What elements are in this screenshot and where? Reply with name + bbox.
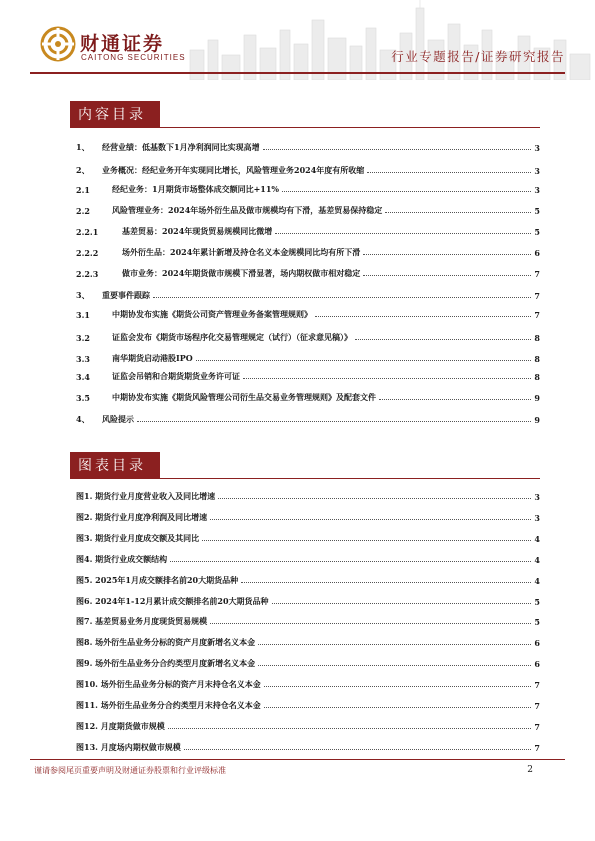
figure-entry-title: 图1. 期货行业月度营业收入及同比增速 — [76, 491, 216, 501]
figure-entry-page: 5 — [534, 617, 540, 628]
toc-entry-page: 5 — [534, 227, 540, 237]
figure-entry[interactable] — [76, 697, 540, 711]
figure-entry[interactable] — [76, 676, 540, 690]
toc-entry-title: 做市业务：2024年期货做市规模下滑显著，场内期权做市相对稳定 — [122, 268, 361, 278]
toc-entry[interactable] — [76, 139, 540, 153]
figure-entry-title: 图11. 场外衍生品业务分合约类型月末持仓名义本金 — [76, 700, 261, 710]
figure-entry-title: 图9. 场外衍生品业务分合约类型月度新增名义本金 — [76, 658, 256, 669]
toc-dot-leader — [315, 315, 531, 317]
toc-dot-leader — [258, 643, 531, 645]
toc-entry-page: 7 — [534, 291, 540, 301]
figure-entry[interactable] — [76, 718, 540, 732]
figure-entry-page: 4 — [534, 554, 540, 565]
toc-entry-title: 重要事件跟踪 — [102, 290, 150, 300]
figure-entry-page: 7 — [534, 742, 540, 753]
logo-text-en: CAITONG SECURITIES — [81, 53, 186, 62]
figure-entry-title: 图8. 场外衍生品业务分标的资产月度新增名义本金 — [76, 637, 256, 648]
toc-entry[interactable] — [76, 202, 540, 216]
toc-entry-page: 8 — [534, 333, 540, 343]
toc-entry-title: 风险管理业务：2024年场外衍生品及做市规模均有下滑，基差贸易保持稳定 — [112, 205, 383, 215]
toc-dot-leader — [243, 377, 531, 379]
toc-dot-leader — [272, 602, 532, 604]
toc-entry[interactable] — [76, 306, 540, 320]
figure-entry[interactable] — [76, 488, 540, 502]
page-number: 2 — [527, 765, 533, 775]
toc-entry-number: 3.4 — [76, 372, 90, 382]
toc-dot-leader — [210, 622, 531, 624]
figure-entry-page: 6 — [534, 659, 540, 670]
toc-entry-page: 8 — [534, 354, 540, 364]
toc-dot-leader — [153, 296, 531, 298]
logo-text-cn: 财通证券 — [80, 33, 165, 55]
figure-entry[interactable] — [76, 634, 540, 648]
toc-entry[interactable] — [76, 329, 540, 343]
figure-entry-page: 3 — [534, 492, 540, 502]
figure-entry-title: 图4. 期货行业成交额结构 — [76, 553, 168, 564]
figure-entry-page: 7 — [534, 701, 540, 711]
toc-dot-leader — [264, 706, 532, 708]
toc-entry-number: 3、 — [76, 290, 90, 300]
toc-dot-leader — [218, 497, 531, 499]
toc-entry-title: 中期协发布实施《期货公司资产管理业务备案管理规则》 — [112, 309, 312, 319]
figure-entry-page: 4 — [534, 575, 540, 586]
header-divider — [30, 72, 565, 74]
toc-entry-title: 中期协发布实施《期货风险管理公司衍生品交易业务管理规则》及配套文件 — [112, 392, 376, 402]
toc-entry-page: 7 — [534, 269, 540, 279]
toc-entry-number: 4、 — [76, 414, 90, 424]
toc-dot-leader — [258, 664, 531, 666]
toc-dot-leader — [196, 359, 532, 361]
toc-entry-number: 3.2 — [76, 333, 90, 343]
page-header — [0, 0, 595, 84]
toc-entry[interactable] — [76, 265, 540, 279]
contents-title-text: 内容目录 — [78, 107, 146, 123]
toc-entry-title: 证监会吊销和合期货期货业务许可证 — [112, 371, 240, 381]
toc-entry-number: 2.2.2 — [76, 248, 99, 258]
toc-dot-leader — [263, 148, 532, 150]
figure-entry-title: 图7. 基差贸易业务月度现货贸易规模 — [76, 616, 208, 627]
figure-entry-page: 4 — [534, 533, 540, 544]
toc-entry-number: 3.5 — [76, 393, 90, 403]
toc-entry[interactable] — [76, 411, 540, 425]
toc-dot-leader — [137, 420, 531, 422]
toc-entry-page: 3 — [534, 166, 540, 176]
toc-entry-page: 9 — [534, 415, 540, 425]
figures-title-underline — [70, 478, 540, 479]
figure-entry[interactable] — [76, 593, 540, 607]
toc-entry-title: 风险提示 — [102, 414, 134, 424]
toc-dot-leader — [202, 539, 531, 541]
figure-entry-page: 7 — [534, 721, 540, 732]
toc-dot-leader — [363, 253, 531, 255]
footer-divider — [30, 759, 565, 760]
toc-entry-title: 业务概况：经纪业务开年实现同比增长，风险管理业务2024年度有所收缩 — [102, 165, 365, 175]
toc-dot-leader — [241, 581, 531, 583]
logo-emblem-icon — [40, 26, 76, 62]
figure-entry-title: 图13. 月度场内期权做市规模 — [76, 741, 181, 752]
toc-entry-title: 基差贸易：2024年现货贸易规模同比微增 — [122, 226, 273, 236]
figure-entry[interactable] — [76, 509, 540, 523]
figure-entry-title: 图5. 2025年1月成交额排名前20大期货品种 — [76, 574, 239, 585]
toc-entry[interactable] — [76, 162, 540, 176]
figure-entry[interactable] — [76, 613, 540, 627]
toc-entry-number: 2.2.3 — [76, 269, 99, 279]
toc-entry-page: 3 — [534, 185, 540, 195]
toc-dot-leader — [184, 748, 532, 750]
toc-entry-number: 1、 — [76, 142, 90, 152]
toc-entry-number: 2.1 — [76, 185, 90, 195]
toc-entry-number: 3.3 — [76, 354, 90, 364]
figure-entry[interactable] — [76, 655, 540, 669]
toc-entry-number: 2.2.1 — [76, 227, 99, 237]
report-type-label: 行业专题报告/证券研究报告 — [391, 49, 565, 64]
toc-entry-page: 3 — [534, 143, 540, 153]
figure-entry-title: 图12. 月度期货做市规模 — [76, 720, 165, 731]
toc-entry-title: 经营业绩：低基数下1月净利润同比实现高增 — [102, 142, 260, 152]
toc-entry-page: 7 — [534, 310, 540, 320]
toc-entry-number: 3.1 — [76, 310, 90, 320]
toc-entry-title: 证监会发布《期货市场程序化交易管理规定（试行）（征求意见稿）》 — [112, 332, 352, 342]
toc-dot-leader — [355, 338, 531, 340]
toc-entry[interactable] — [76, 287, 540, 301]
toc-entry-title: 经纪业务：1月期货市场整体成交额同比+11% — [112, 184, 280, 194]
city-skyline-image — [180, 0, 595, 80]
footer-disclaimer: 谨请参阅尾页重要声明及财通证券股票和行业评级标准 — [34, 766, 226, 775]
figure-entry[interactable] — [76, 551, 540, 565]
contents-title-underline — [70, 127, 540, 128]
toc-entry[interactable] — [76, 244, 540, 258]
toc-dot-leader — [367, 171, 531, 173]
toc-dot-leader — [264, 685, 532, 687]
figure-entry-page: 7 — [534, 680, 540, 691]
figure-entry-title: 图10. 场外衍生品业务分标的资产月末持仓名义本金 — [76, 679, 261, 690]
toc-entry-page: 6 — [534, 248, 540, 258]
toc-dot-leader — [170, 560, 531, 562]
toc-entry-number: 2、 — [76, 165, 90, 175]
toc-entry-page: 9 — [534, 393, 540, 403]
toc-entry-number: 2.2 — [76, 206, 90, 216]
toc-entry-page: 5 — [534, 206, 540, 216]
toc-entry-title: 场外衍生品：2024年累计新增及持仓名义本金规模同比均有所下滑 — [122, 247, 361, 257]
figure-entry-page: 6 — [534, 638, 540, 649]
figure-entry-title: 图3. 期货行业月度成交额及其同比 — [76, 532, 200, 543]
toc-dot-leader — [363, 274, 531, 276]
toc-dot-leader — [275, 232, 531, 234]
toc-dot-leader — [282, 190, 531, 192]
figure-entry[interactable] — [76, 572, 540, 586]
toc-dot-leader — [385, 211, 531, 213]
figure-entry-title: 图2. 期货行业月度净利润及同比增速 — [76, 511, 208, 522]
figure-entry-page: 3 — [534, 512, 540, 523]
toc-dot-leader — [168, 727, 532, 729]
figure-entry[interactable] — [76, 530, 540, 544]
toc-entry-page: 8 — [534, 372, 540, 382]
toc-entry[interactable] — [76, 389, 540, 403]
figure-entry[interactable] — [76, 739, 540, 753]
figures-title-text: 图表目录 — [78, 458, 146, 474]
toc-entry[interactable] — [76, 223, 540, 237]
company-logo — [40, 26, 190, 66]
toc-entry-title: 南华期货启动港股IPO — [112, 353, 193, 363]
toc-dot-leader — [379, 398, 531, 400]
toc-dot-leader — [210, 518, 531, 520]
toc-entry[interactable] — [76, 368, 540, 382]
figure-entry-page: 5 — [534, 596, 540, 607]
toc-entry[interactable] — [76, 350, 540, 364]
toc-entry[interactable] — [76, 181, 540, 195]
figure-entry-title: 图6. 2024年1-12月累计成交额排名前20大期货品种 — [76, 595, 269, 606]
